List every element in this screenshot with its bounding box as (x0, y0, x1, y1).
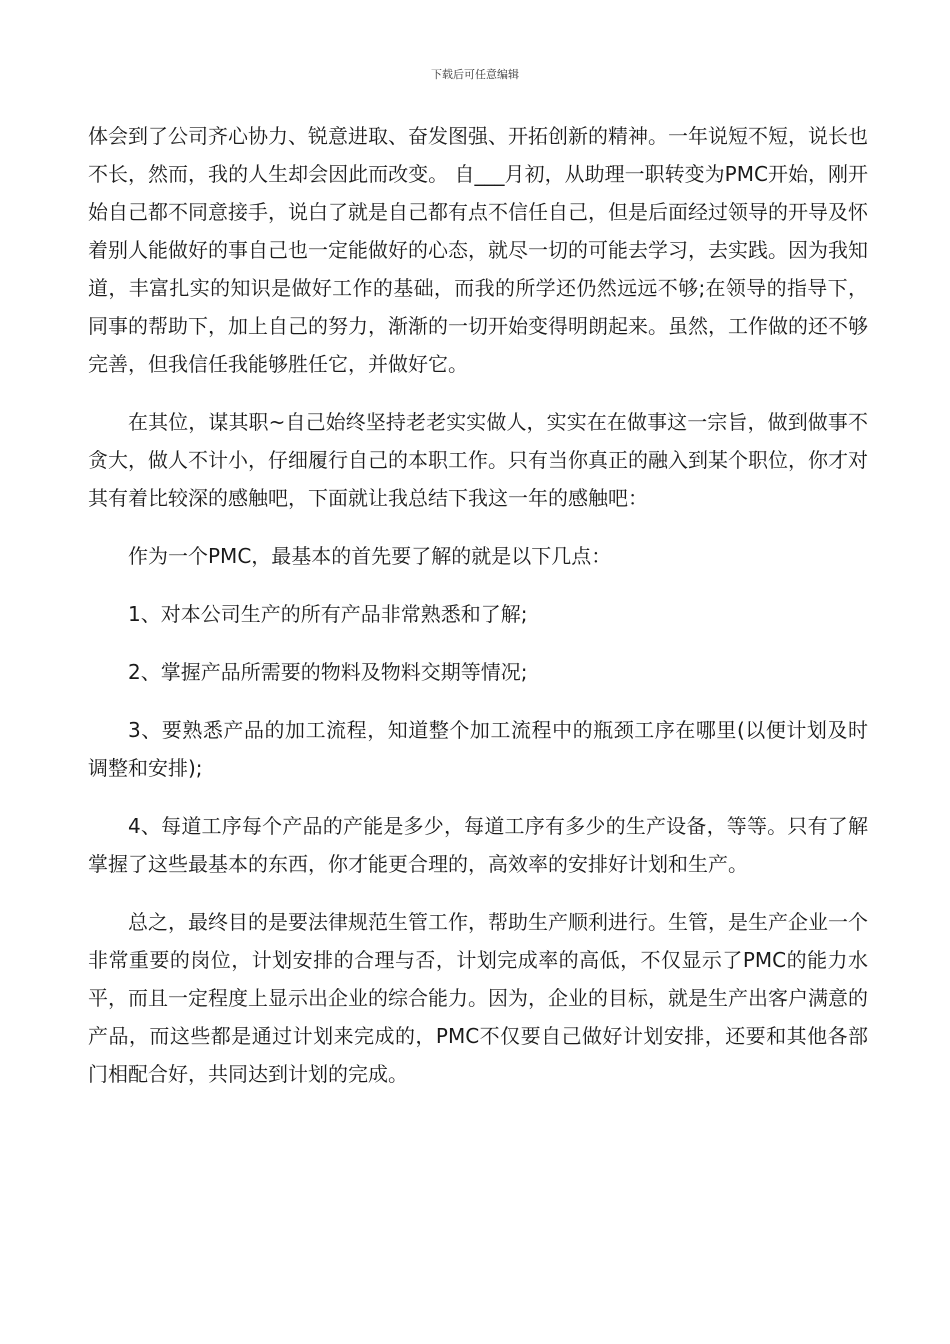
list-item-1: 1、对本公司生产的所有产品非常熟悉和了解; (128, 602, 528, 626)
paragraph-summary: 总之，最终目的是要法律规范生管工作，帮助生产顺利进行。生管，是生产企业一个非常重要的岗位，计划安排的合理与否，计划完成率的高低，不仅显示了PMC的能力水平，而且一定程度上显示出企业的综合能力。因为，企业的目标，就是生产出客户满意的产品，而这些都是通过计划来完成的，PMC不仅要自己做好计划安排，还要和其他各部门相配合好，共同达到计划的完成。 (88, 910, 868, 1086)
list-item-4: 4、每道工序每个产品的产能是多少，每道工序有多少的生产设备，等等。只有了解掌握了这些最基本的东西，你才能更合理的，高效率的安排好计划和生产。 (88, 814, 868, 876)
list-item-3: 3、要熟悉产品的加工流程，知道整个加工流程中的瓶颈工序在哪里(以便计划及时调整和安排); (88, 718, 868, 780)
document-body (88, 117, 868, 1093)
page-header-note: 下载后可任意编辑 (431, 68, 519, 81)
paragraph-2: 在其位，谋其职~自己始终坚持老老实实做人，实实在在做事这一宗旨，做到做事不贪大，做人不计小，仔细履行自己的本职工作。只有当你真正的融入到某个职位，你才对其有着比较深的感触吧，下面就让我总结下我这一年的感触吧： (88, 410, 868, 510)
paragraph-1: 体会到了公司齐心协力、锐意进取、奋发图强、开拓创新的精神。一年说短不短，说长也不长，然而，我的人生却会因此而改变。 自___月初，从助理一职转变为PMC开始，刚开始自己都不同意接手，说白了就是自己都有点不信任自己，但是后面经过领导的开导及怀着别人能做好的事自己也一定能做好的心态，就尽一切的可能去学习，去实践。因为我知道，丰富扎实的知识是做好工作的基础，而我的所学还仍然远远不够;在领导的指导下，同事的帮助下，加上自己的努力，渐渐的一切开始变得明朗起来。虽然，工作做的还不够完善，但我信任我能够胜任它，并做好它。 (88, 124, 868, 376)
paragraph-3: 作为一个PMC，最基本的首先要了解的就是以下几点： (128, 544, 612, 568)
list-item-2: 2、掌握产品所需要的物料及物料交期等情况; (128, 660, 528, 684)
